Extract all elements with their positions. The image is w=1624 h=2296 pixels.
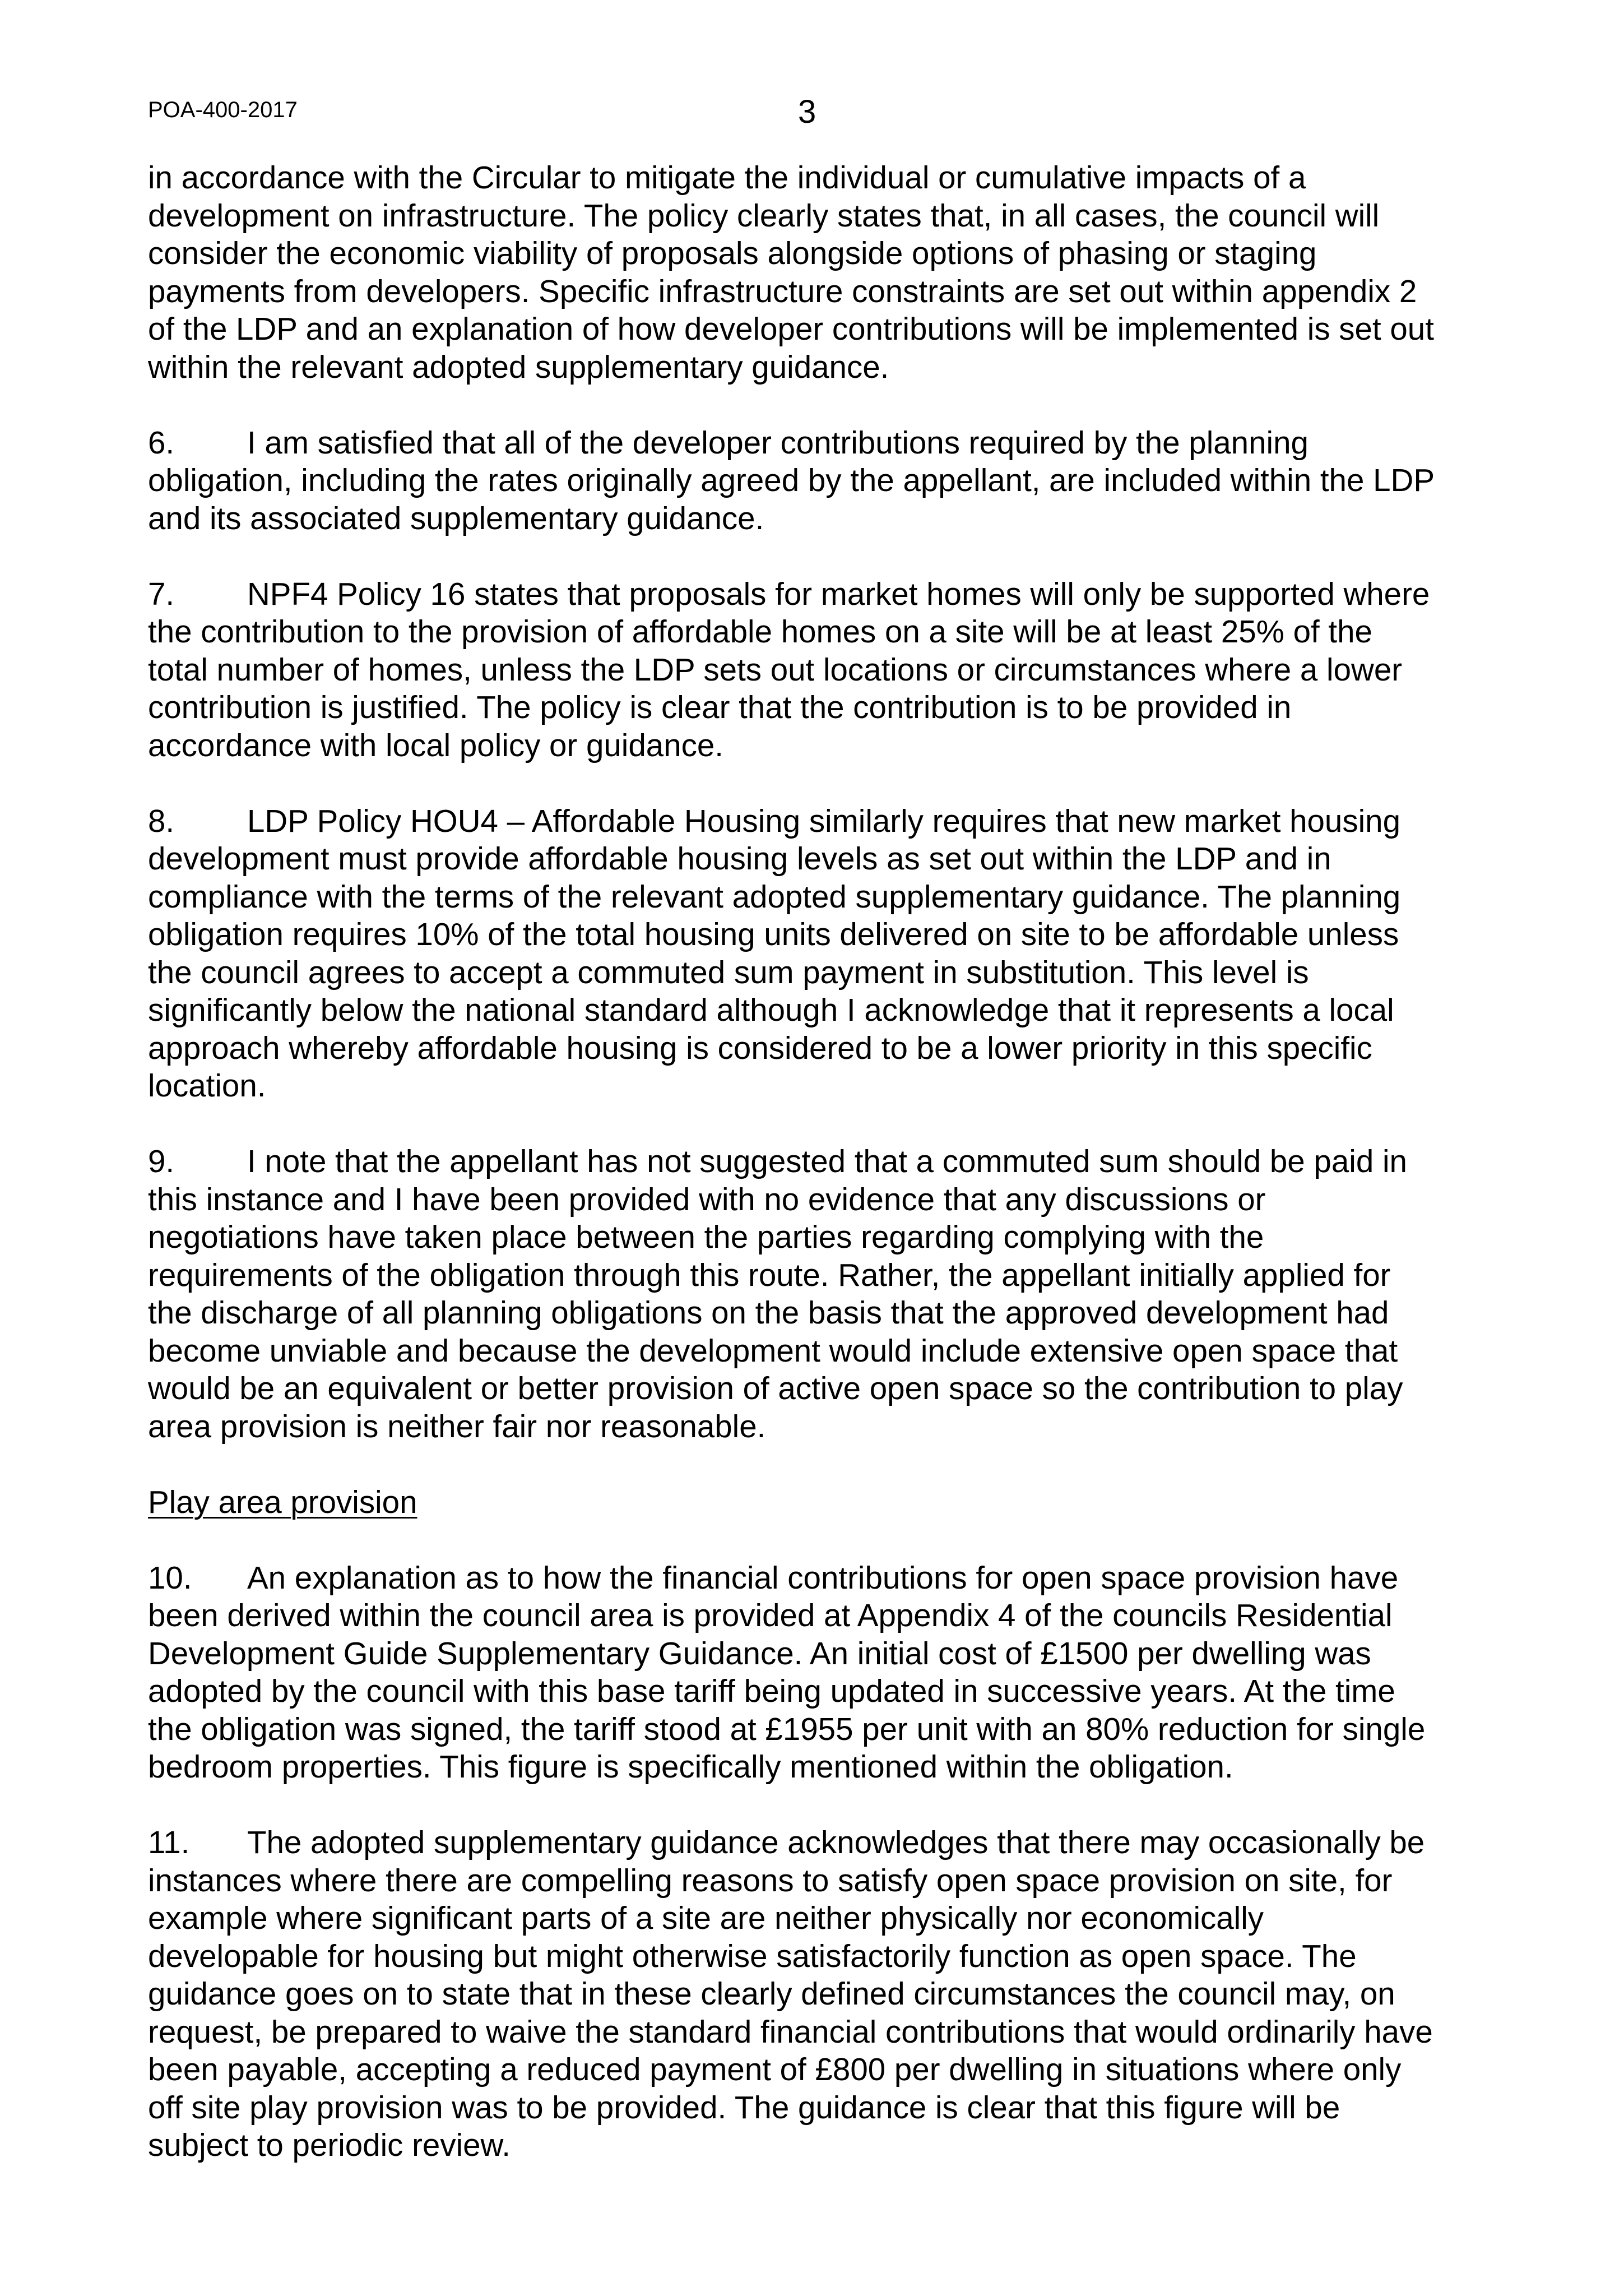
paragraph-7 bbox=[148, 575, 1504, 765]
paragraph-text: I note that the appellant has not suggested that a commuted sum should be paid in this instance and I have been provided with no evidence that any discussions or negotiations have taken place between the parties regarding complying with the requirements of the obligation through this route. Rather, the appellant initially applied for the discharge of all planning obligations on the basis that the approved development had become unviable and because the development would include extensive open space that would be an equivalent or better provision of active open space so the contribution to play area provision is neither fair nor reasonable. bbox=[148, 1144, 1407, 1444]
paragraph-number: 6. bbox=[148, 424, 175, 460]
paragraph-text: NPF4 Policy 16 states that proposals for market homes will only be supported where the contribution to the provision of affordable homes on a site will be at least 25% of the total number of homes, unless the LDP sets out locations or circumstances where a lower contribution is justified. The policy is clear that the contribution is to be provided in accordance with local policy or guidance. bbox=[148, 576, 1430, 763]
paragraph-11 bbox=[148, 1823, 1504, 2164]
document-reference: POA-400-2017 bbox=[148, 98, 298, 122]
paragraph-text: LDP Policy HOU4 – Affordable Housing similarly requires that new market housing development must provide affordable housing levels as set out within the LDP and in compliance with the terms of the relevant adopted supplementary guidance. The planning obligation requires 10% of the total housing units delivered on site to be affordable unless the council agrees to accept a commuted sum payment in substitution. This level is significantly below the national standard although I acknowledge that it represents a local approach whereby affordable housing is considered to be a lower priority in this specific location. bbox=[148, 803, 1401, 1103]
page-number: 3 bbox=[798, 94, 816, 130]
paragraph-text: in accordance with the Circular to mitigate the individual or cumulative impacts of a development on infrastructure. The policy clearly states that, in all cases, the council will consider the economic viability of proposals alongside options of phasing or staging payments from developers. Specific infrastructure constraints are set out within appendix 2 of the LDP and an explanation of how developer contributions will be implemented is set out within the relevant adopted supplementary guidance. bbox=[148, 160, 1434, 385]
paragraph-number: 10. bbox=[148, 1559, 192, 1595]
paragraph-number: 9. bbox=[148, 1144, 175, 1179]
section-heading: Play area provision bbox=[148, 1484, 417, 1520]
paragraph-number: 7. bbox=[148, 576, 175, 612]
paragraph-text: The adopted supplementary guidance acknowledges that there may occasionally be instances where there are compelling reasons to satisfy open space provision on site, for example where significant parts of a site are neither physically nor economically developable for housing but might otherwise satisfactorily function as open space. The guidance goes on to state that in these clearly defined circumstances the council may, on request, be prepared to waive the standard financial contributions that would ordinarily have been payable, accepting a reduced payment of £800 per dwelling in situations where only off site play provision was to be provided. The guidance is clear that this figure will be subject to periodic review. bbox=[148, 1825, 1433, 2163]
paragraph-6 bbox=[148, 424, 1504, 538]
paragraph-text: An explanation as to how the financial contributions for open space provision have been derived within the council area is provided at Appendix 4 of the councils Residential Development Guide Supplementary Guidance. An initial cost of £1500 per dwelling was adopted by the council with this base tariff being updated in successive years. At the time the obligation was signed, the tariff stood at £1955 per unit with an 80% reduction for single bedroom properties. This figure is specifically mentioned within the obligation. bbox=[148, 1559, 1426, 1784]
paragraph-number: 11. bbox=[148, 1825, 190, 1860]
paragraph-number: 8. bbox=[148, 803, 175, 839]
paragraph-text: I am satisfied that all of the developer contributions required by the planning obligation, including the rates originally agreed by the appellant, are included within the LDP and its associated supplementary guidance. bbox=[148, 424, 1435, 536]
paragraph-continuation bbox=[148, 159, 1504, 386]
paragraph-10 bbox=[148, 1559, 1504, 1786]
paragraph-8 bbox=[148, 802, 1504, 1105]
document-body bbox=[148, 159, 1504, 2164]
paragraph-9 bbox=[148, 1142, 1504, 1445]
